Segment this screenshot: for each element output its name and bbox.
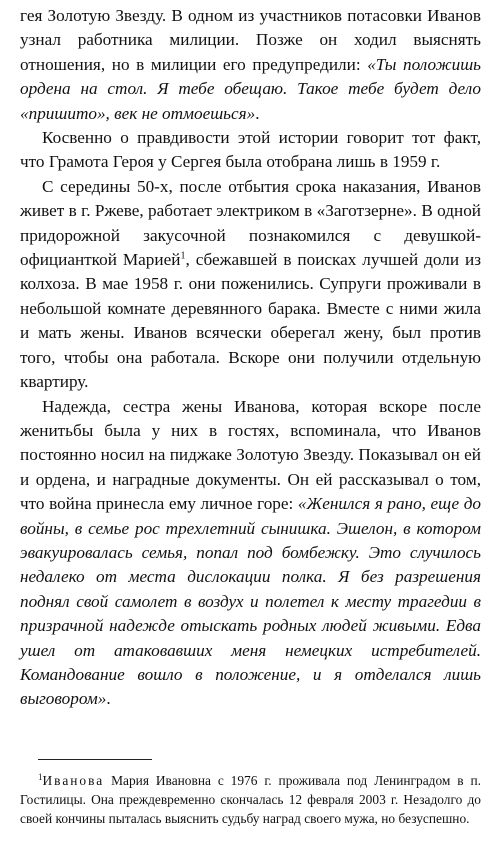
footnote-text: Мария Ивановна с 1976 г. проживала под Ленинградом в п. Гостилицы. Она преждевременно скончалась 12 февраля 2003 г. Незадолго до своей кончины пыталась выяснить судьбу наград своего мужа, но безуспешно. [20,773,481,826]
footnote-number: 1 [38,771,43,782]
body-text [20,4,481,712]
paragraph-3-text-a: С середины 50-х, после отбытия срока наказания, Иванов живет в г. Ржеве, работает электриком в «Заготзерне». В одной придорожной закусочной познакомился с девушкой-официанткой Марией [20,176,481,270]
footnote-reference-marker: 1 [180,250,186,262]
paragraph-1-quote: «Ты положишь ордена на стол. Я тебе обещаю. Такое тебе будет дело «пришито», век не отмоешься» [20,54,481,123]
paragraph-4-quote: «Женился я рано, еще до войны, в семье рос трехлетний сынишка. Эшелон, в котором эвакуировалась семья, попал под бомбежку. Это случилось недалеко от места дислокации полка. Я без разрешения поднял свой самолет в воздух и полетел к месту трагедии в призрачной надежде отыскать родных людей живыми. Едва ушел от атаковавших меня немецких истребителей. Командование вошло в положение, и я отделался лишь выговором» [20,494,481,709]
footnote-separator-rule [38,759,152,760]
paragraph-1-text: гея Золотую Звезду. В одном из участников потасовки Иванов узнал работника милиции. Позже он ходил выяснять отношения, но в милиции его предупредили: [20,6,481,74]
paragraph-4 [20,395,481,712]
paragraph-1 [20,4,481,126]
paragraph-4-text: Надежда, сестра жены Иванова, которая вскоре после женитьбы была у них в гостях, вспоминала, что Иванов постоянно носил на пиджаке Золотую Звезду. Показывал он ей и ордена, и наградные документы. Он ей рассказывал о том, что война принесла ему личное горе: [20,396,481,514]
footnote-name: Иванова [42,773,105,788]
paragraph-4-end: . [106,689,111,709]
footnote [20,771,481,828]
paragraph-2: Косвенно о правдивости этой истории говорит тот факт, что Грамота Героя у Сергея была отобрана лишь в 1959 г. [20,128,481,172]
paragraph-1-end: . [255,103,260,123]
paragraph-3-text-b: , сбежавшей в поисках лучшей доли из колхоза. В мае 1958 г. они поженились. Супруги проживали в небольшой комнате деревянного барака. Вместе с ними жила и мать жены. Иванов всячески оберегал жену, был против того, чтобы она работала. Вскоре они получили отдельную квартиру. [20,250,481,392]
paragraph-3 [20,175,481,395]
